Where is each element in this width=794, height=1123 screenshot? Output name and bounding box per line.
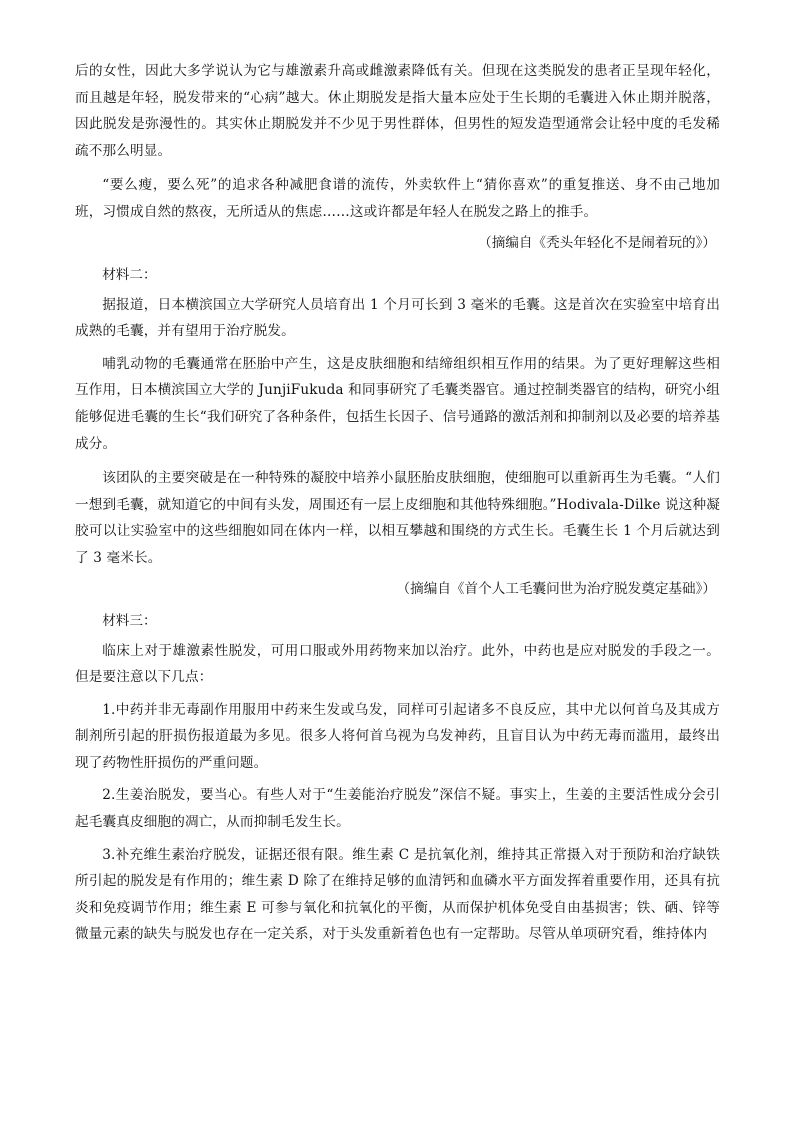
material3-item-3: 3.补充维生素治疗脱发，证据还很有限。维生素 C 是抗氧化剂，维持其正常摄入对于预防和治疗缺铁所引起的脱发是有作用的；维生素 D 除了在维持足够的血清钙和血磷水平方面发挥着重要作用，还具有抗炎和免疫调节作用；维生素 E 可参与氧化和抗氧化的平衡，从而保护机体免受自由基损害；铁、硒、锌等微量元素的缺失与脱发也存在一定关系，对于头发重新着色也有一定帮助。尽管从单项研究看，维持体内 (75, 846, 720, 943)
material3-item-2: 2.生姜治脱发，要当心。有些人对于“生姜能治疗脱发”深信不疑。事实上，生姜的主要活性成分会引起毛囊真皮细胞的凋亡，从而抑制毛发生长。 (75, 787, 720, 831)
material3-paragraph-1: 临床上对于雄激素性脱发，可用口服或外用药物来加以治疗。此外，中药也是应对脱发的手段之一。但是要注意以下几点： (75, 642, 720, 686)
material2-heading: 材料二： (102, 266, 157, 283)
material2-source: （摘编自《首个人工毛囊问世为治疗脱发奠定基础》） (396, 580, 716, 597)
material3-item-1: 1.中药并非无毒副作用服用中药来生发或乌发，同样可引起诸多不良反应，其中尤以何首乌及其成方制剂所引起的肝损伤报道最为多见。很多人将何首乌视为乌发神药，且盲目认为中药无毒而滥用，最终出现了药物性肝损伤的严重问题。 (75, 701, 720, 771)
material3-heading: 材料三： (102, 612, 157, 629)
material2-paragraph-3: 该团队的主要突破是在一种特殊的凝胶中培养小鼠胚胎皮肤细胞，使细胞可以重新再生为毛囊。“人们一想到毛囊，就知道它的中间有头发，周围还有一层上皮细胞和其他特殊细胞。”Hodivala-Dilke 说这种凝胶可以让实验室中的这些细胞如同在体内一样，以相互攀越和围绕的方式生长。毛囊生长 1 个月后就达到了 3 毫米长。 (75, 470, 720, 566)
document-page (75, 58, 720, 948)
material2-paragraph-2: 哺乳动物的毛囊通常在胚胎中产生，这是皮肤细胞和结缔组织相互作用的结果。为了更好理解这些相互作用，日本横滨国立大学的 JunjiFukuda 和同事研究了毛囊类器官。通过控制类器官的结构，研究小组能够促进毛囊的生长“我们研究了各种条件，包括生长因子、信号通路的激活剂和抑制剂以及必要的培养基成分。 (75, 355, 720, 452)
material1-source: （摘编自《秃头年轻化不是闹着玩的》） (478, 234, 716, 251)
material1-paragraph-2: “要么瘦，要么死”的追求各种减肥食谱的流传，外卖软件上“猜你喜欢”的重复推送、身不由己地加班，习惯成自然的熬夜，无所适从的焦虑……这或许都是年轻人在脱发之路上的推手。 (75, 177, 720, 220)
material2-paragraph-1: 据报道，日本横滨国立大学研究人员培育出 1 个月可长到 3 毫米的毛囊。这是首次在实验室中培育出成熟的毛囊，并有望用于治疗脱发。 (75, 296, 720, 340)
material1-paragraph-1: 后的女性，因此大多学说认为它与雄激素升高或雌激素降低有关。但现在这类脱发的患者正呈现年轻化，而且越是年轻，脱发带来的“心病”越大。休止期脱发是指大量本应处于生长期的毛囊进入休止期并脱落，因此脱发是弥漫性的。其实休止期脱发并不少见于男性群体，但男性的短发造型通常会让轻中度的毛发稀疏不那么明显。 (75, 63, 720, 159)
